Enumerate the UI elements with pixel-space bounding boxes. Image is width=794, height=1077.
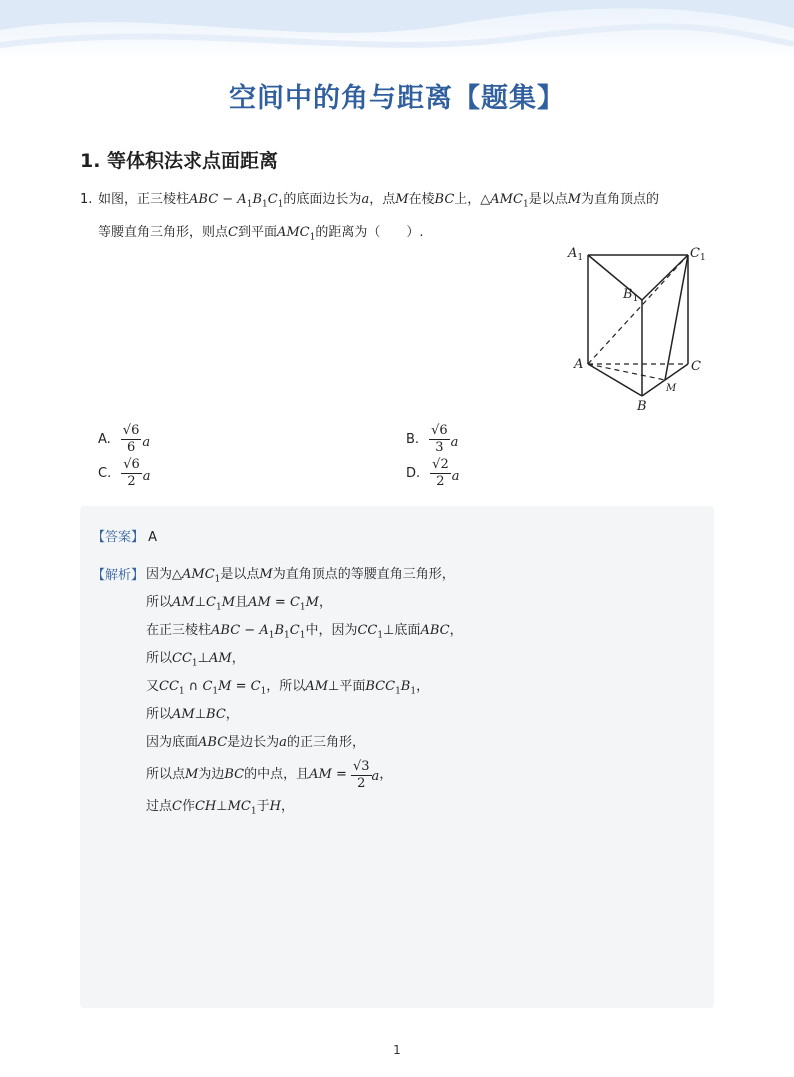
solution-line-1: 因为$\triangle AMC_1$是以点M为直角顶点的等腰直角三角形， (146, 567, 455, 585)
question-line-1: 如图，正三棱柱ABC − $A_1B_1C_1$的底面边长为a，点M在棱BC上，$\triangle AMC_1$是以点M为直角顶点的 (98, 192, 660, 210)
page-number: 1 (393, 1043, 401, 1057)
solution-fraction: $\frac{√3}{2}$ (352, 758, 370, 791)
answer-panel (80, 506, 714, 1008)
header-band (0, 0, 794, 58)
solution-line-5: 又$CC_1$ ∩ $C_1M = C_1$，所以AM⊥平面$BCC_1B_1$， (146, 679, 430, 697)
question-number: 1. (80, 192, 93, 207)
section-title: 1. 等体积法求点面距离 (80, 150, 279, 172)
solution-body (146, 561, 463, 821)
edge-AM-hidden (588, 364, 665, 380)
prism-figure (560, 238, 720, 418)
solution-line-4: 所以$CC_1\perp AM$， (146, 651, 245, 669)
solution-line-2: 所以$AM\perp C_1M$且AM = $C_1M$， (146, 595, 332, 613)
solution-line-9: 过点C作$CH\perp MC_1$于H， (146, 799, 294, 817)
option-b-fraction: $\frac{√6}{3}$ (431, 423, 448, 455)
document-title: 空间中的角与距离【题集】 (229, 83, 565, 114)
option-d[interactable]: D. $\frac{√2}{2}$ a (406, 457, 460, 489)
answer-line (92, 526, 157, 545)
label-A: A (574, 357, 584, 372)
label-C1: $C_1$ (690, 246, 706, 263)
edge-AC1-hidden (588, 255, 688, 364)
option-b[interactable]: B. $\frac{√6}{3}$ a (406, 423, 459, 455)
option-a[interactable]: A. $\frac{√6}{6}$ a (98, 423, 151, 455)
option-c-fraction: $\frac{√6}{2}$ (123, 457, 140, 489)
solution-tag: 【解析】 (92, 568, 145, 583)
option-a-fraction: $\frac{√6}{6}$ (122, 423, 140, 455)
solution-line-8: 所以点 M 为边 BC 的中点，且 AM = $\frac{√3}{2}$ a ， (146, 758, 393, 791)
question-line-2: 等腰直角三角形，则点C到平面$AMC_1$的距离为（ ）. (98, 224, 424, 243)
edge-AB (588, 364, 642, 396)
label-A1: $A_1$ (568, 246, 584, 263)
answer-value: A (148, 530, 158, 545)
header-wave-decoration (0, 0, 794, 58)
answer-tag: 【答案】 (92, 530, 145, 545)
solution-line-7: 因为底面ABC是边长为a的正三角形， (146, 735, 365, 750)
option-d-fraction: $\frac{√2}{2}$ (432, 457, 449, 489)
label-C: C (691, 359, 701, 374)
option-c[interactable]: C. $\frac{√6}{2}$ a (98, 457, 151, 489)
solution-line-6: 所以AM⊥BC， (146, 707, 239, 722)
label-B1: $B_1$ (623, 287, 639, 304)
label-M: M (666, 383, 677, 394)
solution-line-3: 在正三棱柱ABC − $A_1B_1C_1$中，因为$CC_1\perp$底面ABC， (146, 623, 463, 641)
label-B: B (637, 399, 647, 414)
